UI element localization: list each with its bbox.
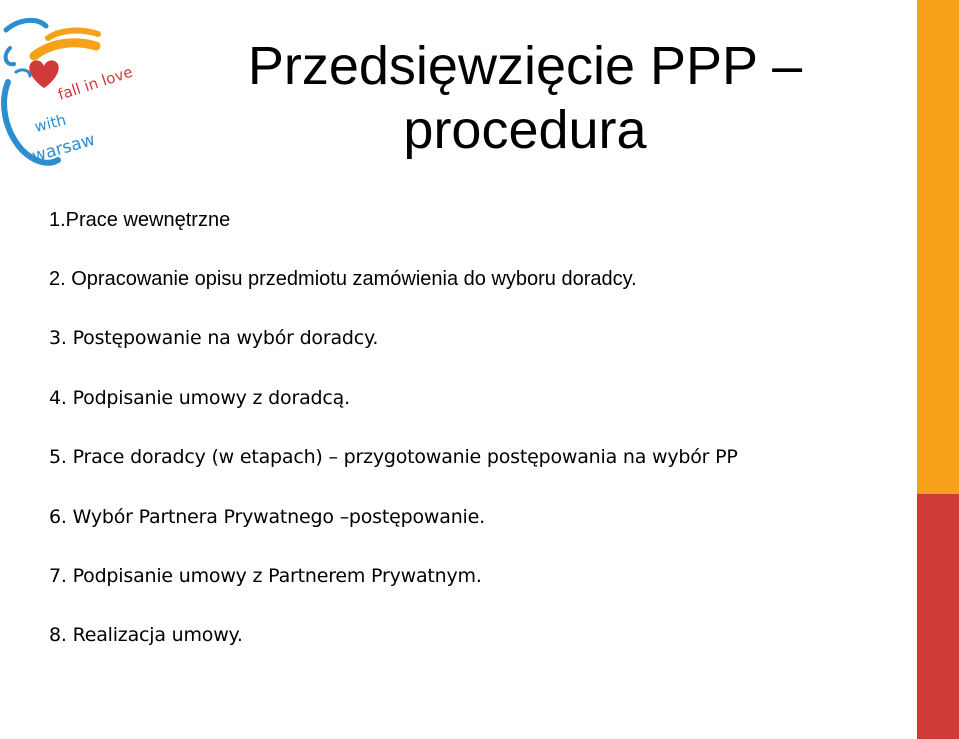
logo-text-line3: warsaw <box>29 129 98 167</box>
step-5: 5. Prace doradcy (w etapach) – przygotowanie postępowania na wybór PP <box>49 446 738 468</box>
step-3: 3. Postępowanie na wybór doradcy. <box>49 327 379 349</box>
slide-title-line2: procedura <box>403 100 647 160</box>
step-6: 6. Wybór Partnera Prywatnego –postępowanie. <box>49 506 485 528</box>
fall-in-love-with-warsaw-logo <box>0 12 135 172</box>
step-7: 7. Podpisanie umowy z Partnerem Prywatnym. <box>49 565 482 587</box>
step-8: 8. Realizacja umowy. <box>49 624 243 646</box>
slide-title <box>140 34 910 162</box>
side-bar-red <box>917 494 959 739</box>
step-4: 4. Podpisanie umowy z doradcą. <box>49 387 350 409</box>
step-2: 2. Opracowanie opisu przedmiotu zamówienia do wyboru doradcy. <box>49 268 637 290</box>
logo-text-line2: with <box>32 110 68 136</box>
logo-graphic <box>0 12 135 172</box>
logo-text-line1: fall in love <box>55 62 135 104</box>
step-1: 1.Prace wewnętrzne <box>49 209 231 231</box>
side-bar-orange <box>917 0 959 494</box>
slide-title-line1: Przedsięwzięcie PPP – <box>247 36 803 96</box>
